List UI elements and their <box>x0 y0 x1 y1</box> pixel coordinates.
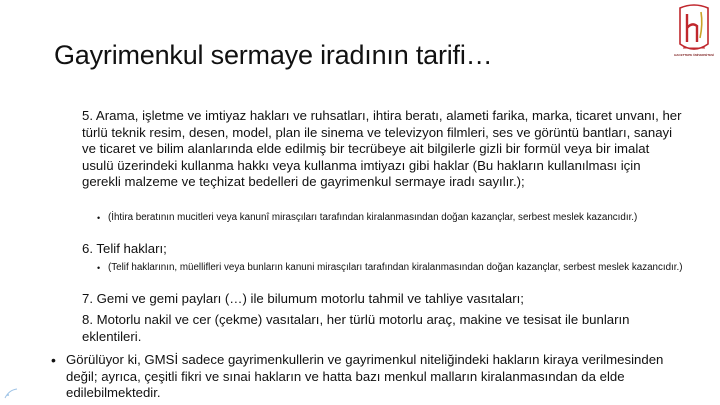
paragraph-item-6: 6. Telif hakları; <box>82 241 167 256</box>
paragraph-item-8: 8. Motorlu nakil ve cer (çekme) vasıtaları, her türlü motorlu araç, makine ve tesisat ile bunların eklentileri. <box>82 312 630 344</box>
slide-title: Gayrimenkul sermaye iradının tarifi… <box>54 40 493 70</box>
sub-note-patent <box>97 212 686 224</box>
logo-caption: HACETTEPE ÜNİVERSİTESİ <box>674 53 714 57</box>
decorative-corner-icon <box>4 388 18 400</box>
hacettepe-university-logo-icon <box>672 4 716 68</box>
sub-bullet-glyph: • <box>97 263 101 273</box>
conclusion-bullet <box>51 352 666 402</box>
conclusion-text: Görülüyor ki, GMSİ sadece gayrimenkullerin ve gayrimenkul niteliğindeki hakların kiraya verilmesinden değil; ayrıca, çeşitli fikri ve sınai hakların ve hatta bazı menkul malların kiralanmasından da elde edilebilmektedir. <box>66 352 664 401</box>
sub-note-text: (Telif haklarının, müellifleri veya bunların kanuni mirasçıları tarafından kiralanmasından doğan kazançlar, serbest meslek kazancıdır.) <box>108 262 683 273</box>
bullet-glyph: • <box>51 352 56 368</box>
paragraph-item-7: 7. Gemi ve gemi payları (…) ile bilumum motorlu tahmil ve tahliye vasıtaları; <box>82 291 524 306</box>
paragraph-item-5: 5. Arama, işletme ve imtiyaz hakları ve ruhsatları, ihtira beratı, alameti farika, marka, ticaret unvanı, her türlü teknik resim, desen, model, plan ile sinema ve televizyon filmleri, ses ve görüntü bantları, sanayi ve ticaret ve bilim alanlarında elde edilmiş bir tecrübeye ait bilgilerle gizli bir formül veya bir imalat usulü üzerindeki kullanma hakkı veya kullanma imtiyazı gibi haklar (Bu hakların kullanılması için gerekli malzeme ve teçhizat bedelleri de gayrimenkul sermaye iradı sayılır.); <box>82 108 682 190</box>
sub-note-copyright <box>97 262 686 274</box>
sub-bullet-glyph: • <box>97 213 101 223</box>
sub-note-text: (İhtira beratının mucitleri veya kanunî mirasçıları tarafından kiralanmasından doğan kazançlar, serbest meslek kazancıdır.) <box>108 212 638 223</box>
